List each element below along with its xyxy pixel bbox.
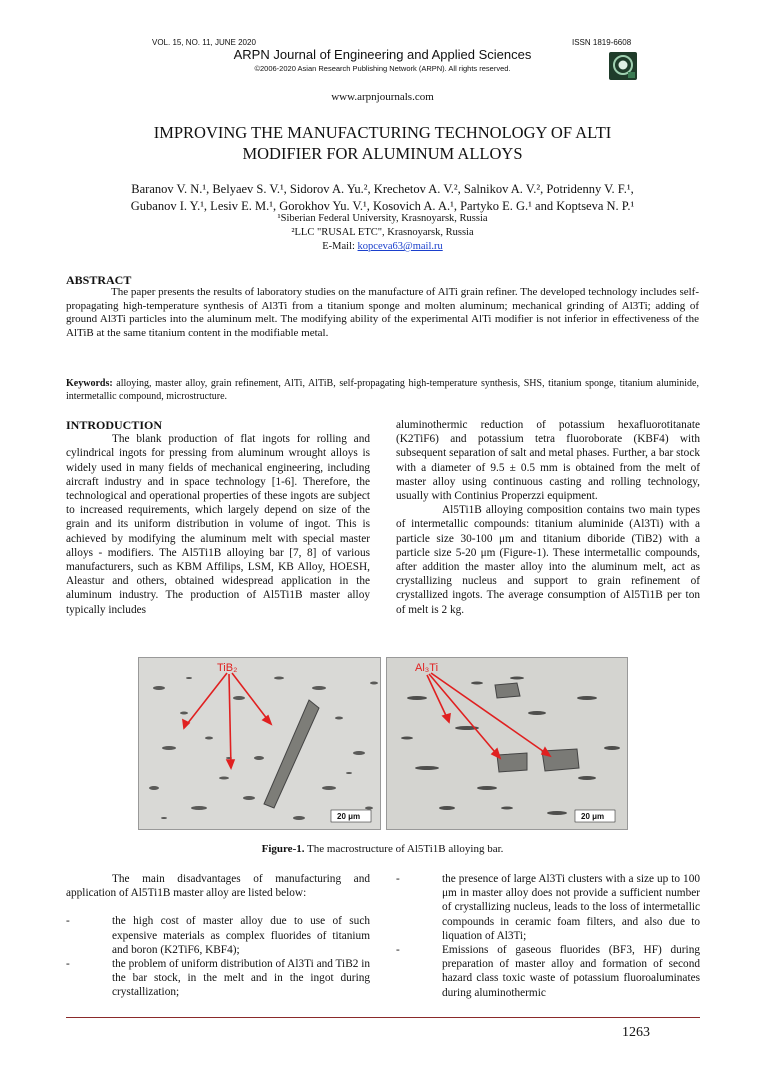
journal-name: ARPN Journal of Engineering and Applied Sciences — [233, 47, 532, 62]
paper-title-line-1: IMPROVING THE MANUFACTURING TECHNOLOGY OF ALTI — [153, 123, 612, 142]
list-item: - the problem of uniform distribution of Al3Ti and TiB2 in the bar stock, in the melt and in the ingot during crystallization; — [66, 958, 370, 999]
list-item: - the presence of large Al3Ti clusters with a size up to 100 μm in master alloy does not provide a sufficient number of crystallizing nucleus, leads to the loss of intermetallic compounds in ceramic foam filters, and also due to liquation of Al3Ti; — [396, 873, 700, 942]
micrograph-tib2 — [138, 657, 381, 830]
scale-bar-b-label: 20 μm — [581, 812, 605, 821]
lower-right-column — [396, 872, 700, 1000]
figure-caption-label: Figure-1. — [261, 843, 305, 855]
lower-left-column — [66, 872, 370, 1000]
intro-paragraph-1-continued: aluminothermic reduction of potassium hexafluorotitanate (K2TiF6) and potassium tetra fluoroborate (KBF4) with subsequent separation of salt and metal phases. Further, a bar stock with a diameter of 9.5 ± 0.5 mm is obtained from the melt of master alloy using continuous casting and rolling technology, usually with Continius Properzzi equipment. — [396, 419, 700, 503]
micrograph-al3ti-image — [387, 658, 628, 830]
contact-email — [0, 241, 765, 252]
list-item: - the high cost of master alloy due to use of such expensive materials as complex fluorides of titanium and boron (K2TiF6, KBF4); — [66, 915, 370, 956]
affiliation-1: ¹Siberian Federal University, Krasnoyarsk, Russia — [277, 213, 488, 224]
abstract-text: The paper presents the results of laboratory studies on the manufacture of AlTi grain refiner. The developed technology includes self-propagating high-temperature synthesis of Al3Ti from a titanium sponge and molten aluminum; mechanical grinding of Al3Ti; adding of ground Al3Ti particles into the aluminum melt. The modifying ability of the experimental AlTi modifier is not inferior in effectiveness of the AlTiB at the same titanium content in the modifiable metal. — [66, 286, 699, 339]
figure-caption — [0, 843, 765, 855]
email-link[interactable]: kopceva63@mail.ru — [357, 241, 443, 252]
issn: ISSN 1819-6608 — [572, 38, 632, 47]
al3ti-label: Al₃Ti — [415, 662, 439, 674]
tib2-label: TiB₂ — [217, 662, 238, 674]
introduction-heading: INTRODUCTION — [66, 418, 163, 432]
author-list — [70, 181, 695, 215]
scale-bar-a-label: 20 μm — [337, 812, 361, 821]
intro-paragraph-2: Al5Ti1B alloying composition contains two main types of intermetallic compounds: titanium aluminide (Al3Ti) with a particle size 30-100 μm and titanium diboride (TiB2) with a particle size 5-20 μm (Figure-1). These intermetallic compounds, after addition the master alloy into the aluminum melt, act as crystallizing nucleus and support to grain refinement of crystallized ingots. The average consumption of Al5Ti1B per ton of melt is 2 kg. — [396, 504, 700, 616]
figure-caption-text: The macrostructure of Al5Ti1B alloying bar. — [304, 843, 504, 855]
keywords — [66, 377, 699, 403]
abstract-heading: ABSTRACT — [66, 273, 132, 287]
volume-info: VOL. 15, NO. 11, JUNE 2020 — [152, 38, 256, 47]
affiliation-2: ²LLC "RUSAL ETC", Krasnoyarsk, Russia — [291, 227, 474, 238]
intro-paragraph-1: The blank production of flat ingots for rolling and cylindrical ingots for pressing from aluminum wrought alloys is widely used in many fields of mechanical engineering, including aircraft industry and in space technology [1-6]. Therefore, the technological and operational properties of these ingots are subject to increased requirements, which largely depend on size of the grain and its uniform distribution in volume of ingot. This is achieved by modifying the aluminum melt with special master alloys - modifiers. The Al5Ti1B alloying bar [7, 8] of various manufacturers, such as KBM Affilips, LSM, KB Alloy, HOESH, Aleastur and others, obtained widespread application in the aluminum industry. The production of Al5Ti1B master alloy typically includes — [66, 433, 370, 616]
keywords-text: alloying, master alloy, grain refinement, AlTi, AlTiB, self-propagating high-temperature synthesis, SHS, titanium sponge, titanium aluminide, intermetallic compound, microstructure. — [66, 378, 699, 402]
journal-logo-icon — [609, 52, 637, 80]
page-number: 1263 — [622, 1025, 650, 1040]
paper-title — [80, 122, 685, 164]
right-column — [396, 418, 700, 617]
left-column — [66, 418, 370, 617]
author-line-2: Gubanov I. Y.¹, Lesiv E. M.¹, Gorokhov Yu. V.¹, Kosovich A. A.¹, Partyko E. G.¹ and Koptseva N. P.¹ — [130, 199, 635, 213]
copyright-notice: ©2006-2020 Asian Research Publishing Network (ARPN). All rights reserved. — [254, 64, 511, 73]
list-item: - Emissions of gaseous fluorides (BF3, HF) during preparation of master alloy and formation of second hazard class toxic waste of potassium fluoroaluminates during aluminothermic — [396, 944, 700, 999]
paper-title-line-2: MODIFIER FOR ALUMINUM ALLOYS — [242, 144, 523, 163]
author-line-1: Baranov V. N.¹, Belyaev S. V.¹, Sidorov A. Yu.², Krechetov A. V.², Salnikov A. V.², Potridenny V. F.¹, — [131, 182, 634, 196]
disadvantages-lead: The main disadvantages of manufacturing and application of Al5Ti1B master alloy are listed below: — [66, 873, 370, 900]
footer-rule — [66, 1017, 700, 1018]
email-label: E-Mail: — [322, 241, 358, 252]
micrograph-tib2-image — [139, 658, 381, 830]
journal-website: www.arpnjournals.com — [331, 91, 434, 103]
keywords-label: Keywords: — [66, 378, 113, 389]
micrograph-al3ti — [386, 657, 628, 830]
